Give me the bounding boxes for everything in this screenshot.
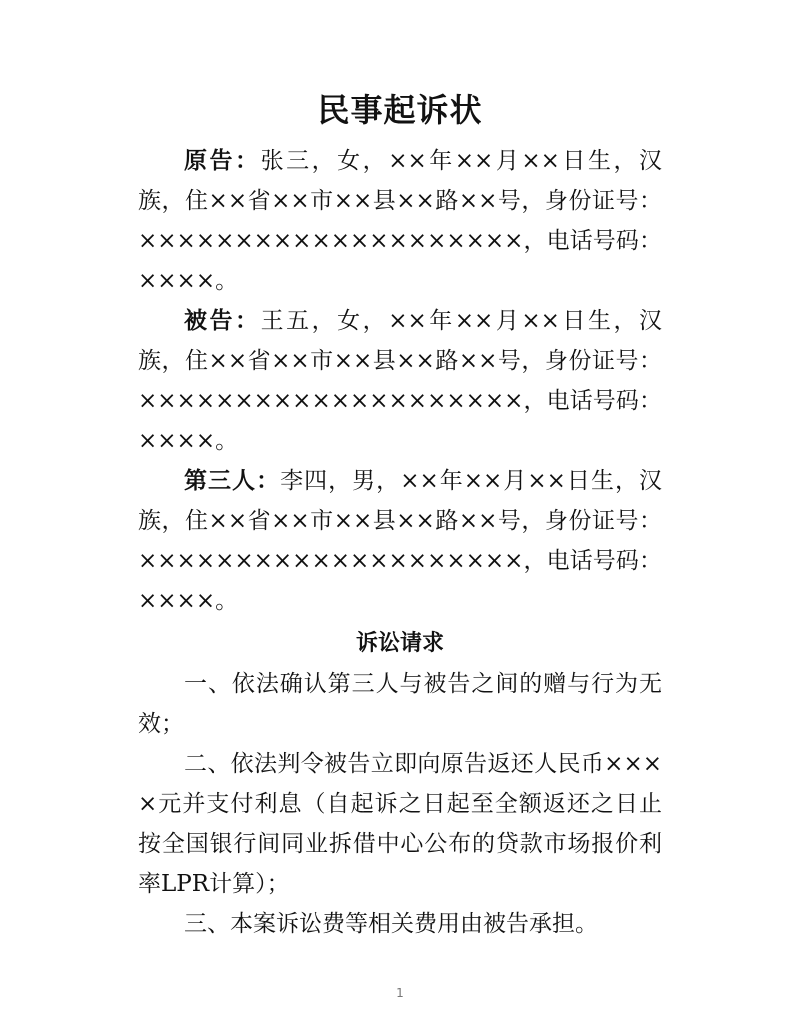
- defendant-paragraph: [138, 301, 662, 461]
- defendant-details: 王五，女，××年××月××日生，汉族，住××省××市××县××路××号，身份证号：××××××××××××××××××××，电话号码：××××。: [138, 308, 662, 454]
- claim-item: 一、依法确认第三人与被告之间的赠与行为无效；: [138, 671, 662, 737]
- claim-item: 二、依法判令被告立即向原告返还人民币××××元并支付利息（自起诉之日起至全额返还之日止按全国银行间同业拆借中心公布的贷款市场报价利率LPR计算）；: [138, 751, 662, 897]
- page-number: 1: [396, 986, 404, 1000]
- document-title: 民事起诉状: [317, 91, 483, 129]
- claims-heading: 诉讼请求: [355, 631, 444, 656]
- third-party-details: 李四，男，××年××月××日生，汉族，住××省××市××县××路××号，身份证号：××××××××××××××××××××，电话号码：××××。: [138, 468, 662, 614]
- third-party-label: 第三人：: [184, 468, 281, 494]
- plaintiff-details: 张三，女，××年××月××日生，汉族，住××省××市××县××路××号，身份证号：××××××××××××××××××××，电话号码：××××。: [138, 148, 662, 294]
- defendant-label: 被告：: [184, 308, 261, 334]
- plaintiff-paragraph: [138, 141, 662, 301]
- claim-item: 三、本案诉讼费等相关费用由被告承担。: [184, 911, 598, 937]
- third-party-paragraph: [138, 461, 662, 621]
- plaintiff-label: 原告：: [184, 148, 261, 174]
